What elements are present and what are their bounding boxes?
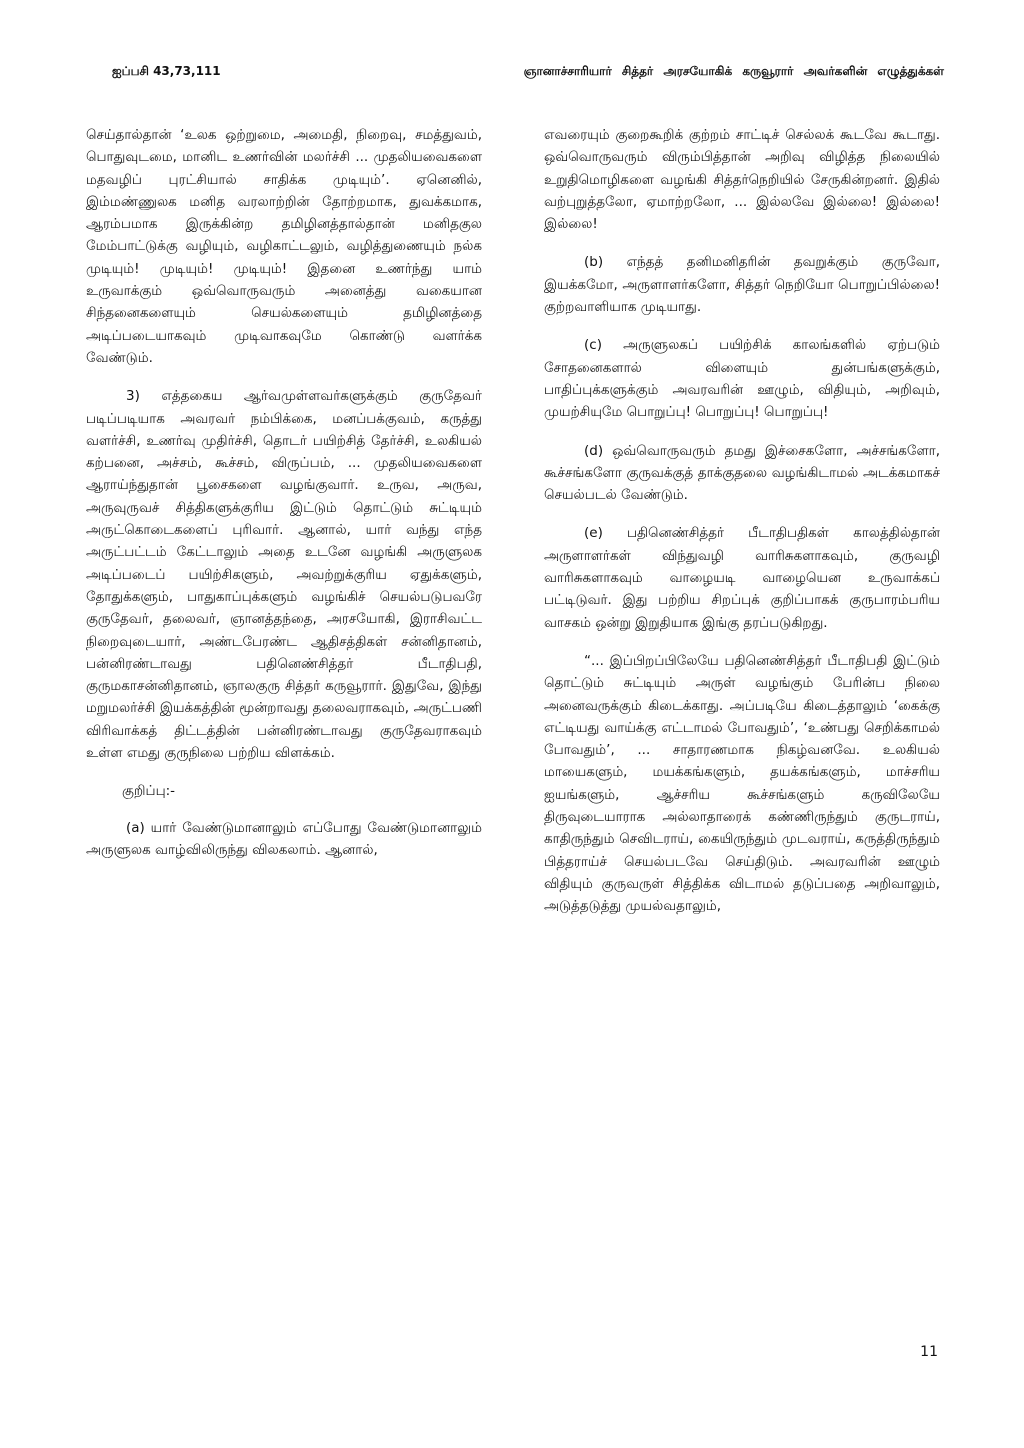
header-title: ஞானாச்சாரியார் சித்தர் அரசயோகிக் கருவூரார் அவர்களின் எழுத்துக்கள் [523, 64, 944, 78]
paragraph: (a) யார் வேண்டுமானாலும் எப்போது வேண்டுமானாலும் அருளுலக வாழ்விலிருந்து விலகலாம். ஆனால், [86, 819, 482, 858]
paragraph: (c) அருளுலகப் பயிற்சிக் காலங்களில் ஏற்படும் சோதனைகளால் விளையும் துன்பங்களுக்கும், பாதிப்புக்களுக்கும் அவரவரின் ஊழும், விதியும், அறிவும், முயற்சியுமே பொறுப்பு! பொறுப்பு! பொறுப்பு! [544, 337, 940, 421]
paragraph: (e) பதினெண்சித்தர் பீடாதிபதிகள் காலத்தில்தான் அருளாளர்கள் விந்துவழி வாரிசுகளாகவும், குருவழி வாரிசுகளாகவும் வாழையடி வாழையென உருவாக்கப் பட்டிடுவர். இது பற்றிய சிறப்புக் குறிப்பாகக் குருபாரம்பரிய வாசகம் ஒன்று இறுதியாக இங்கு தரப்படுகிறது. [544, 525, 940, 631]
paragraph: 3) எத்தகைய ஆர்வமுள்ளவர்களுக்கும் குருதேவர் படிப்படியாக அவரவர் நம்பிக்கை, மனப்பக்குவம், கருத்து வளர்ச்சி, உணர்வு முதிர்ச்சி, தொடர் பயிற்சித் தேர்ச்சி, உலகியல் கற்பனை, அச்சம், கூச்சம், விருப்பம், ... முதலியவைகளை ஆராய்ந்துதான் பூசைகளை வழங்குவார். உருவ, அருவ, அருவுருவச் சித்திகளுக்குரிய இட்டும் தொட்டும் சுட்டியும் அருட்கொடைகளைப் புரிவார். ஆனால், யார் வந்து எந்த அருட்பட்டம் கேட்டாலும் அதை உடனே வழங்கி அருளுலக அடிப்படைப் பயிற்சிகளும், அவற்றுக்குரிய ஏதுக்களும், தோதுக்களும், பாதுகாப்புக்களும் வழங்கிச் செயல்படுபவரே குருதேவர், தலைவர், ஞானத்தந்தை, அரசயோகி, இராசிவட்ட நிறைவுடையார், அண்டபேரண்ட ஆதிசத்திகள் சன்னிதானம், பன்னிரண்டாவது பதினெண்சித்தர் பீடாதிபதி, குருமகாசன்னிதானம், ஞாலகுரு சித்தர் கருவூரார். இதுவே, இந்து மறுமலர்ச்சி இயக்கத்தின் மூன்றாவது தலைவராகவும், அருட்பணி விரிவாக்கத் திட்டத்தின் பன்னிரண்டாவது குருதேவராகவும் உள்ள எமது குருநிலை பற்றிய விளக்கம். [86, 388, 482, 762]
paragraph: எவரையும் குறைகூறிக் குற்றம் சாட்டிச் செல்லக் கூடவே கூடாது. ஒவ்வொருவரும் விரும்பித்தான் அறிவு விழித்த நிலையில் உறுதிமொழிகளை வழங்கி சித்தர்நெறியில் சேருகின்றனர். இதில் வற்புறுத்தலோ, ஏமாற்றலோ, ... இல்லவே இல்லை! இல்லை! இல்லை! [544, 127, 940, 233]
page-number: 11 [920, 1344, 938, 1360]
paragraph: (b) எந்தத் தனிமனிதரின் தவறுக்கும் குருவோ, இயக்கமோ, அருளாளர்களோ, சித்தர் நெறியோ பொறுப்பில்லை! குற்றவாளியாக முடியாது. [544, 254, 940, 316]
paragraph: (d) ஒவ்வொருவரும் தமது இச்சைகளோ, அச்சங்களோ, கூச்சங்களோ குருவக்குத் தாக்குதலை வழங்கிடாமல் அடக்கமாகச் செயல்படல் வேண்டும். [544, 442, 940, 504]
paragraph: “... இப்பிறப்பிலேயே பதினெண்சித்தர் பீடாதிபதி இட்டும் தொட்டும் சுட்டியும் அருள் வழங்கும் பேரின்ப நிலை அனைவருக்கும் கிடைக்காது. அப்படியே கிடைத்தாலும் ‘கைக்கு எட்டியது வாய்க்கு எட்டாமல் போவதும்’, ‘உண்பது செறிக்காமல் போவதும்’, ... சாதாரணமாக நிகழ்வனவே. உலகியல் மாயைகளும், மயக்கங்களும், தயக்கங்களும், மாச்சரிய ஐயங்களும், ஆச்சரிய கூச்சங்களும் கருவிலேயே திருவுடையாராக அல்லாதாரைக் கண்ணிருந்தும் குருடராய், காதிருந்தும் செவிடராய், கையிருந்தும் முடவராய், கருத்திருந்தும் பித்தராய்ச் செயல்படவே செய்திடும். அவரவரின் ஊழும் விதியும் குருவருள் சித்திக்க விடாமல் தடுப்பதை அறிவாலும், அடுத்தடுத்து முயல்வதாலும், [544, 652, 940, 915]
page-header [112, 64, 944, 86]
note-heading: குறிப்பு:- [122, 783, 176, 800]
right-column [544, 124, 940, 934]
left-column [86, 124, 482, 877]
paragraph: செய்தால்தான் ‘உலக ஒற்றுமை, அமைதி, நிறைவு, சமத்துவம், பொதுவுடமை, மானிட உணர்வின் மலர்ச்சி ... முதலியவைகளை மதவழிப் புரட்சியால் சாதிக்க முடியும்’. ஏனெனில், இம்மண்ணுலக மனித வரலாற்றின் தோற்றமாக, துவக்கமாக, ஆரம்பமாக இருக்கின்ற தமிழினத்தால்தான் மனிதகுல மேம்பாட்டுக்கு வழியும், வழிகாட்டலும், வழித்துணையும் நல்க முடியும்! முடியும்! முடியும்! இதனை உணர்ந்து யாம் உருவாக்கும் ஒவ்வொருவரும் அனைத்து வகையான சிந்தனைகளையும் செயல்களையும் தமிழினத்தை அடிப்படையாகவும் முடிவாகவுமே கொண்டு வளர்க்க வேண்டும். [86, 127, 482, 366]
header-date-reference: ஐப்பசி 43,73,111 [112, 64, 221, 78]
